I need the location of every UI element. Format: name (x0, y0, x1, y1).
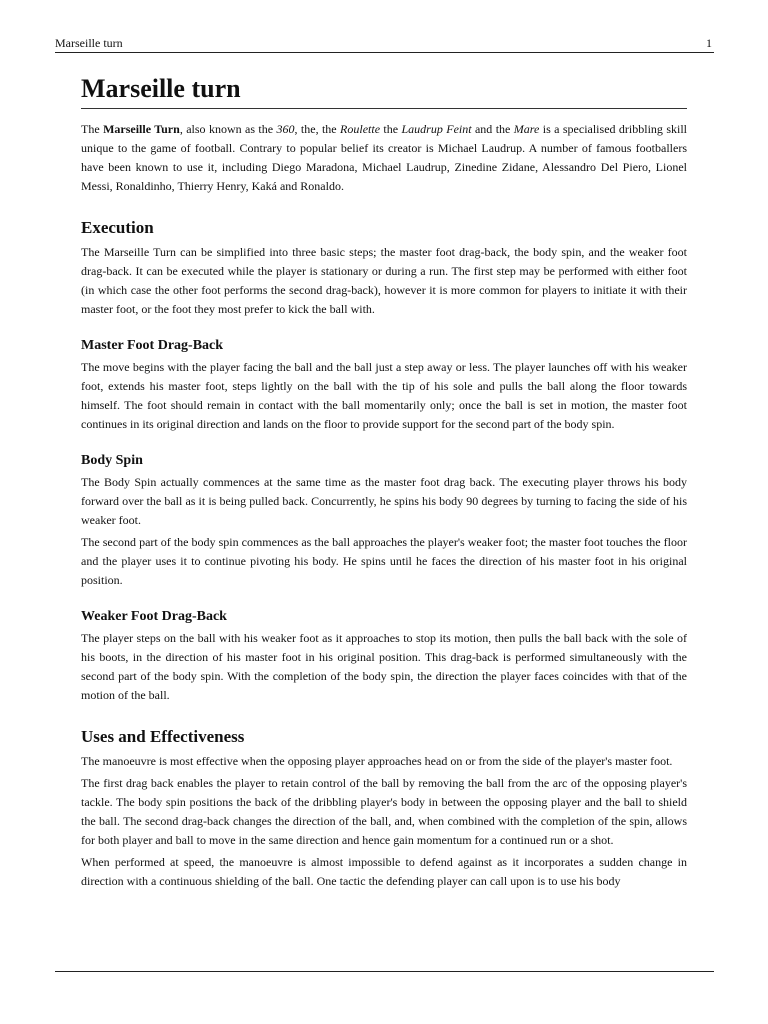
subsection-heading-weaker-drag: Weaker Foot Drag-Back (81, 609, 227, 624)
intro-alias-360: 360 (276, 122, 295, 136)
subsection-heading-master-drag: Master Foot Drag-Back (81, 338, 224, 353)
master-drag-paragraph: The move begins with the player facing the ball and the ball just a step away or less. The player launches off with his weaker foot, extends his master foot, steps lightly on the ball with the tip of his sole and pulls the ball along the floor towards himself. The foot should remain in contact with the ball momentarily only; once the ball is set in motion, the master foot continues in its original direction and lands on the floor to provide support for the second part of the body spin. (81, 360, 687, 431)
intro-alias-roulette: Roulette (340, 122, 381, 136)
intro-text-6: is a specialised dribbling skill unique to the game of football. Contrary to popular belief its creator is Michael Laudrup. A number of famous footballers have been known to use it, including Diego Maradona, Michael Laudrup, Zinedine Zidane, Alessandro Del Piero, Lionel Messi, Ronaldinho, Thierry Henry, Kaká and Ronaldo. (81, 122, 687, 193)
section-heading-uses: Uses and Effectiveness (81, 727, 245, 746)
intro-text-5: and the (471, 122, 514, 136)
execution-paragraph: The Marseille Turn can be simplified into three basic steps; the master foot drag-back, the body spin, and the weaker foot drag-back. It can be executed while the player is stationary or during a run. The first step may be performed with either foot (in which case the other foot performs the second drag-back), however it is more common for players to initiate it with their master foot, or the foot they most prefer to kick the ball with. (81, 245, 687, 316)
body-spin-paragraph-2: The second part of the body spin commences as the ball approaches the player's weaker foot; the master foot touches the floor and the player uses it to continue pivoting his body. He spins until he faces the direction of his master foot in his original position. (81, 535, 687, 587)
intro-text-1: The (81, 122, 104, 136)
running-header (55, 37, 714, 53)
intro-text-3: , the, the (294, 122, 341, 136)
article-body (81, 72, 687, 894)
subsection-heading-body-spin: Body Spin (81, 453, 143, 468)
page-title: Marseille turn (81, 72, 687, 109)
intro-text-2: , also known as the (179, 122, 277, 136)
intro-alias-laudrup-feint: Laudrup Feint (401, 122, 472, 136)
intro-bold-term: Marseille Turn (103, 122, 180, 136)
uses-paragraph-2: The first drag back enables the player to retain control of the ball by removing the ball from the arc of the opposing player's tackle. The body spin positions the back of the dribbling player's body in between the opposing player and the ball to shield the ball. The second drag-back changes the direction of the ball, and, when combined with the completion of the spin, allows for both player and ball to move in the same direction and hence gain momentum for a continued run or a shot. (81, 776, 687, 847)
intro-alias-mare: Mare (513, 122, 540, 136)
page-number: 1 (706, 36, 712, 50)
intro-paragraph (81, 120, 687, 196)
footer-rule (55, 971, 714, 972)
weaker-drag-paragraph: The player steps on the ball with his weaker foot as it approaches to stop its motion, then pulls the ball back with the sole of his boots, in the direction of his master foot in his original position. This drag-back is performed simultaneously with the second part of the body spin. With the completion of the body spin, the direction the player faces coincides with that of the motion of the ball. (81, 631, 687, 702)
section-heading-execution: Execution (81, 218, 154, 237)
body-spin-paragraph-1: The Body Spin actually commences at the same time as the master foot drag back. The executing player throws his body forward over the ball as it is being pulled back. Concurrently, he spins his body 90 degrees by turning to facing the side of his weaker foot. (81, 475, 687, 527)
uses-paragraph-3: When performed at speed, the manoeuvre is almost impossible to defend against as it incorporates a sudden change in direction with a continuous shielding of the ball. One tactic the defending player can call upon is to use his body (81, 855, 687, 888)
running-header-title: Marseille turn (55, 36, 123, 50)
intro-text-4: the (380, 122, 402, 136)
uses-paragraph-1: The manoeuvre is most effective when the opposing player approaches head on or from the side of the player's master foot. (81, 754, 673, 768)
